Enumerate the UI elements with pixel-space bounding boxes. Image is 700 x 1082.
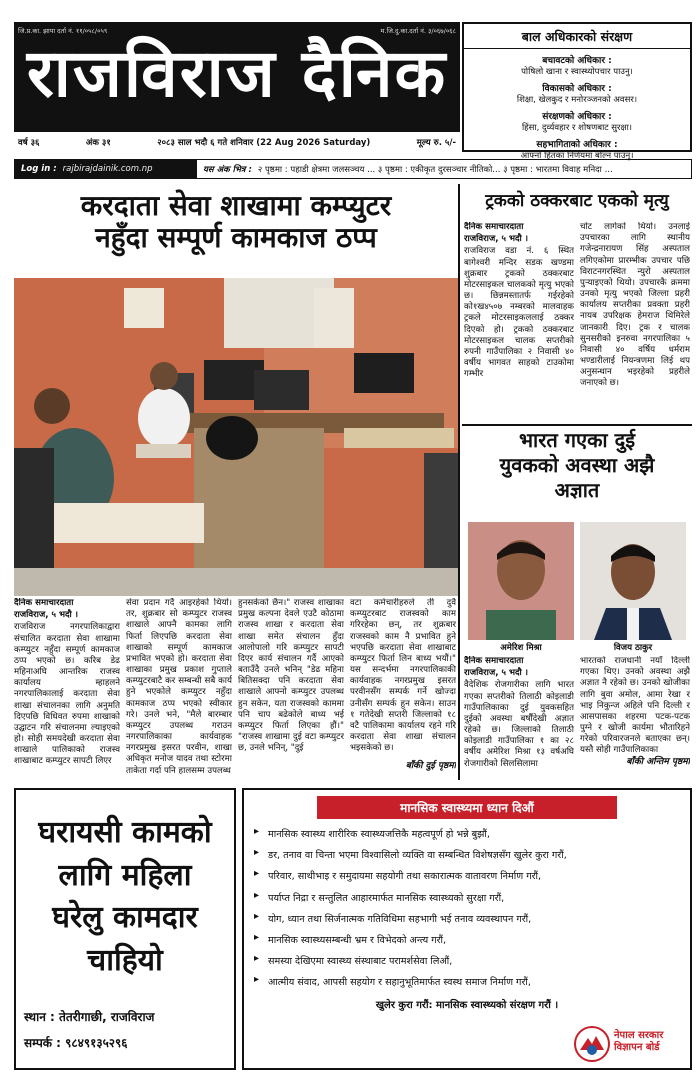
classified-line: लागि महिला xyxy=(58,857,192,893)
lead-photo xyxy=(14,278,458,596)
classified-headline xyxy=(16,812,234,982)
mental-health-ad xyxy=(242,788,692,1070)
mental-health-title: मानसिक स्वास्थ्यमा ध्यान दिऔं xyxy=(317,796,617,819)
india-continued: बाँकी अन्तिम पृष्ठमा xyxy=(626,757,690,767)
list-item: ▸ समस्या देखिएमा स्वास्थ्य संस्थाबाट परामर्शसेवा लिऔं, xyxy=(254,954,680,967)
tractor-dateline: राजविराज, ५ भदौ । xyxy=(464,234,529,245)
list-item: ▸ पर्याप्त निद्रा र सन्तुलित आहारमार्फत मानसिक स्वास्थ्यको सुरक्षा गरौं, xyxy=(254,891,680,904)
classified-location: स्थान : तेतरीगाछी, राजविराज xyxy=(24,1010,155,1024)
list-item: ▸ डर, तनाव वा चिन्ता भएमा विश्वासिलो व्यक्ति वा सम्बन्धित विशेषज्ञसँग खुलेर कुरा गरौं, xyxy=(254,848,680,861)
login-bar xyxy=(14,159,692,179)
lead-headline xyxy=(14,190,458,254)
list-item: ▸ मानसिक स्वास्थ्यसम्बन्धी भ्रम र विभेदको अन्त्य गरौं, xyxy=(254,933,680,946)
india-text: वैदेशिक रोजगारीका लागि भारत गएका सप्तरीको तिलाठी कोइलाडी गाउँपालिकाका दुई युवकसहित दुईको अवस्था बर्षौंदेखी अज्ञात रहेको छ। जिल्लाको तिलाठी कोइलाडी गाउँपालिका १ का २८ वर्षीय अमेरिश मिश्रा १३ वर्षअघि रोजगारीको सिलसिलामा xyxy=(464,680,574,769)
lead-column-1 xyxy=(14,598,120,778)
website-link[interactable]: rajbirajdainik.com.np xyxy=(62,164,153,174)
mental-health-list xyxy=(244,827,690,988)
child-rights-title: बाल अधिकारको संरक्षण xyxy=(464,24,690,49)
child-rights-box xyxy=(462,22,692,161)
lead-headline-line: करदाता सेवा शाखामा कम्प्युटर xyxy=(80,189,392,222)
india-byline: दैनिक समाचारदाता xyxy=(464,656,524,666)
portrait-photo-1 xyxy=(468,522,574,640)
lead-text: सेवा प्रदान गर्दै आइरहेको थियो। तर, शुक्रबार सो कम्प्युटर राजस्व शाखाले आफ्नै कामका लागि फिर्ता लिएपछि करदाता सेवा शाखाको सम्पूर्ण कामकाज प्रभावित भएको हो। करदाता सेवा शाखाका प्रमुख प्रकाश गुप्ताले कम्प्युटरबाटै कर सम्बन्धी सबै कार्य हुने भएकोले कम्प्युटर नहुँदा कामकाज ठप्प भएको स्वीकार गरे। उनले भने, "मैले बारम्बार कम्प्युटर उपलब्ध गराउन नगरपालिकाका कार्यवाहक नगरप्रमुख इसरत परवीन, शाखा अधिकृत मनोज यादव तथा स्टोरमा ताकेता गर्दा पनि हालसम्म उपलब्ध xyxy=(126,598,232,776)
lead-byline: दैनिक समाचारदाता xyxy=(14,598,74,608)
lead-column-4 xyxy=(350,598,456,778)
tractor-text: चोट लागेको थियो। उनलाई उपचारका लागि स्थानीय गजेन्द्रनारायण सिंह अस्पताल लगिएकोमा प्रारम्भीक उपचार पछि विराटनगरस्थित न्युरो अस्पताल पुऱ्याइएको थियो। उपचारकै क्रममा उनको मृत्यु भएको जिल्ला प्रहरी कार्यालय सप्तरीका प्रवक्ता प्रहरी नायब उपरिक्षक हेमराज थिमिरेले जानकारी दिए। ट्रक र चालक सुनसरीको इनरुवा नगरपालिका ५ निवासी ४० वर्षिय धर्मराम भण्डारीलाई नियन्त्रणमा लिई थप अनुसन्धान भइरहेको प्रहरीले जनाएको छ। xyxy=(580,222,690,389)
lead-text: हुनसकेको छैन।" राजस्व शाखाका प्रमुख कल्पना देवले एउटै कोठामा राजस्व शाखा र करदाता सेवा शाखा समेत संचालन हुँदा आलोपालो गरि कम्प्युटर सापटी दिएर कार्य संचालन गर्दै आएको बताउँदै उनले भनिन् "डेढ महिना बितिसक्दा पनि करदाता सेवा शाखाले आफ्नो कम्प्युटर उपलब्ध हुन सकेन, यता राजस्वको काममा पनि चाप बढेकोले बाध्य भई कम्प्युटर फिर्ता लिएका हौं।" "राजस्व शाखामा दुई वटा कम्प्युटर छ, उनले भनिन्, "दुई xyxy=(238,598,344,754)
advertiser xyxy=(614,1030,663,1054)
tractor-byline: दैनिक समाचारदाता xyxy=(464,222,524,232)
india-headline-line: युवकको अवस्था अझै xyxy=(499,453,655,477)
list-item: ▸ योग, ध्यान तथा सिर्जनात्मक गतिविधिमा सहभागी भई तनाव व्यवस्थापन गरौं, xyxy=(254,912,680,925)
lead-continued: बाँकी दुई पृष्ठमा xyxy=(405,761,456,771)
tractor-column-2 xyxy=(580,222,690,422)
issue-number: अंक ३१ xyxy=(85,137,111,148)
lead-headline-line: नहुँदा सम्पूर्ण कामकाज ठप्प xyxy=(95,221,377,255)
right-label: विकासको अधिकार : xyxy=(542,84,612,94)
list-item: ▸ आत्मीय संवाद, आपसी सहयोग र सहानुभूतिमार्फत स्वस्थ समाज निर्माण गरौं, xyxy=(254,975,680,988)
newspaper-title: राजविराज दैनिक xyxy=(26,34,448,112)
advertiser-line: विज्ञापन बोर्ड xyxy=(614,1042,660,1053)
lead-column-3 xyxy=(238,598,344,778)
india-column-2 xyxy=(580,656,690,780)
india-headline-line: अज्ञात xyxy=(554,478,600,502)
portrait-photo-2 xyxy=(580,522,686,640)
portrait-caption-1: अमेरिश मिश्रा xyxy=(500,643,542,653)
right-label: बचावटको अधिकार : xyxy=(542,56,612,66)
tractor-headline: ट्रकको ठक्करबाट एकको मृत्यु xyxy=(485,191,669,211)
right-label: सहभागिताको अधिकार : xyxy=(536,140,618,150)
lead-dateline: राजविराज, ५ भदौ । xyxy=(14,610,79,621)
india-column-1 xyxy=(464,656,574,780)
classified-ad xyxy=(14,788,236,1070)
india-dateline: राजविराज, ५ भदौ । xyxy=(464,668,529,679)
registration-right: म.जि.दु.का.दर्ता नं. ३/०६७/०६८ xyxy=(380,27,456,35)
portrait-caption-2: विजय ठाकुर xyxy=(613,643,653,653)
price: मूल्य रु. ५/- xyxy=(416,137,456,148)
person-image xyxy=(468,522,574,640)
list-item: ▸ मानसिक स्वास्थ्य शारीरिक स्वास्थ्यजत्तिकै महत्वपूर्ण हो भन्ने बुझौं, xyxy=(254,827,680,840)
list-item: ▸ परिवार, साथीभाइ र समुदायमा सहयोगी तथा सकारात्मक वातावरण निर्माण गरौं, xyxy=(254,869,680,882)
story-divider xyxy=(462,424,692,426)
right-label: संरक्षणको अधिकार : xyxy=(542,112,612,122)
lead-text: वटा कर्मचारीहरुले ती दुवै कम्प्युटरबाट राजस्वको काम गरिरहेका छन्, तर शुक्रबार राजस्वको काम नै प्रभावित हुने भएपछि करदाता सेवा शाखाबाट कम्प्युटर फिर्ता लिन बाध्य भयौं।" यस सन्दर्भमा नगरपालिकाकी कार्यवाहक नगरप्रमुख इसरत परवीनसँग सम्पर्क गर्ने खोज्दा उनीसँग सम्पर्क हुन सकेन। साउन १ गतेदेखी सप्तरी जिल्लाको १८ वटै पालिकामा कार्यालय रहने गरि करदाता सेवा शाखा संचालन भइसकेको छ। xyxy=(350,598,456,754)
classified-line: चाहियो xyxy=(87,942,163,978)
india-headline xyxy=(462,428,692,503)
office-scene-image xyxy=(14,278,458,596)
lead-column-2 xyxy=(126,598,232,778)
right-desc: हिंसा, दुर्व्यवहार र शोषणबाट सुरक्षा। xyxy=(521,123,633,133)
inside-label: यस अंक भित्र : xyxy=(203,164,252,175)
lead-text: राजविराज नगरपालिकाद्वारा संचालित करदाता सेवा शाखामा कम्प्युटर नहुँदा सम्पूर्ण कामकाज ठप्प भएको छ। करिब डेढ महिनाअघि आन्तरिक राजस्व कार्यालय म्हाहलने नगरपालिकालाई करदाता सेवा शाखा संचालनका लागि अनुमति दिएपछि विधिवत रुपमा शाखाको उद्घाटन गरि संचालनमा ल्याइएको हो। सोही समयदेखी करदाता सेवा शाखाले पालिकाको राजस्व शाखाबाट कम्प्युटर सापटी लिएर xyxy=(14,622,120,767)
tractor-text: राजविराज वडा नं. ६ स्थित बागेश्वरी मन्दिर सडक खण्डमा शुक्रबार ट्रकको ठक्करबाट मोटरसाइकल चालकको मृत्यु भएको छ। छिन्नमस्तातर्फ गईरहेको को१ख४५०७ नम्बरको मालवाहक ट्रकले मोटरसाइकललाई ठक्कर दिएको हो। ट्रकको ठक्करबाट मोटरसाइकल चालक सप्तरीको रुपनी गाउँपालिका २ निवासी ४० वर्षीय भागवत साहको टाउकोमा गम्भीर xyxy=(464,246,574,380)
issue-date: २०८३ साल भदौ ६ गते शनिवार (22 Aug 2026 Saturday) xyxy=(157,137,371,148)
right-desc: पोषिलो खाना र स्वास्थ्योपचार पाउनु। xyxy=(521,67,633,77)
classified-line: घरायसी कामको xyxy=(38,815,212,850)
classified-line: घरेलु कामदार xyxy=(52,900,198,936)
issue-meta xyxy=(14,132,460,152)
mental-health-footer: खुलेर कुरा गरौं: मानसिक स्वास्थ्यको संरक्षण गरौं । xyxy=(375,999,559,1011)
right-desc: आफ्नो हितका निर्णयमा बोल्न पाउनु। xyxy=(520,151,634,161)
inside-teasers: २ पृष्ठमा : पहाडी क्षेत्रमा जलसञ्चय ... ३ पृष्ठमा : एकीकृत दुरसञ्चार नीतिको... ३ पृष्ठमा : भारतमा विवाह मनिदा ... xyxy=(257,164,613,175)
person-image xyxy=(580,522,686,640)
india-headline-line: भारत गएका दुई xyxy=(518,428,636,452)
government-emblem-icon xyxy=(574,1026,610,1062)
volume: वर्ष ३६ xyxy=(18,137,40,148)
tractor-column-1 xyxy=(464,222,574,422)
registration-left: जि.प्र.का. झापा दर्ता नं. ११/०५८/०५९ xyxy=(18,27,108,35)
login-label: Log in : xyxy=(21,164,57,174)
advertiser-line: नेपाल सरकार xyxy=(614,1030,664,1041)
right-desc: शिक्षा, खेलकुद र मनोरञ्जनको अवसर। xyxy=(516,95,638,105)
india-text: भारतको राजधानी नयाँ दिल्ली गएका थिए। उनको अवस्था अझै अज्ञात नै रहेको छ। उनको खोजीका लागि बुवा अमोल, आमा रेखा र भाइ निकुन्ज अहिले पनि दिल्ली र आसपासका शहरमा पटक-पटक पुग्ने र खोजी कार्यमा भौतारिहने गरेको परिवारजनले बताएका छन्। यस्तै सोही गाउँपालिकाका xyxy=(580,656,690,756)
masthead xyxy=(14,22,460,152)
classified-phone: सम्पर्क : ९८४९१३५२९६ xyxy=(24,1036,128,1050)
login-section xyxy=(15,160,197,178)
column-divider xyxy=(458,184,460,780)
